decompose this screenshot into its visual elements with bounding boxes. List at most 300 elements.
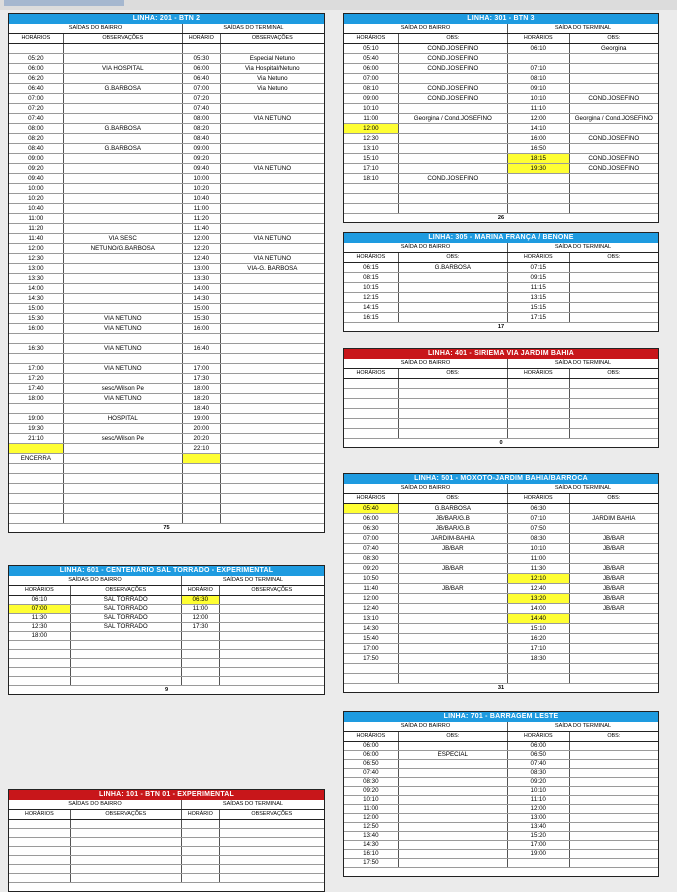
time-cell: 08:20 — [9, 134, 64, 143]
time-cell: 07:20 — [183, 94, 221, 103]
note-cell — [570, 283, 658, 292]
time-cell: 17:50 — [344, 859, 399, 867]
time-cell: 19:00 — [508, 850, 570, 858]
table-row — [9, 632, 324, 641]
table-row — [9, 474, 324, 484]
note-cell: VIA NETUNO — [64, 324, 183, 333]
logo-strip — [4, 0, 124, 6]
note-cell — [64, 44, 183, 53]
note-cell — [570, 303, 658, 312]
note-cell — [64, 264, 183, 273]
time-cell: 12:00 — [508, 114, 570, 123]
note-cell — [220, 641, 324, 649]
note-cell: JB/BAR/G.B — [399, 524, 508, 533]
table-row — [344, 644, 658, 654]
table-row — [9, 668, 324, 677]
time-cell — [344, 674, 399, 683]
note-cell — [570, 379, 658, 388]
table-row — [344, 114, 658, 124]
column-header: HORÁRIOS — [9, 34, 64, 43]
table-row — [344, 429, 658, 439]
time-cell — [9, 650, 71, 658]
time-cell: 07:40 — [508, 760, 570, 768]
time-cell — [182, 632, 220, 640]
note-cell: SAL TORRADO — [71, 596, 182, 604]
column-header: OBS: — [399, 253, 508, 262]
time-cell: 12:30 — [9, 623, 71, 631]
time-cell: 10:10 — [508, 94, 570, 103]
terminal-section-label: SAÍDA DO TERMINAL — [554, 244, 612, 250]
note-cell: COND.JOSEFINO — [588, 165, 640, 172]
column-header-row — [344, 732, 658, 742]
table-row — [9, 134, 324, 144]
note-cell: JB/BAR/G.B — [399, 514, 508, 523]
line-title: LINHA: 301 - BTN 3 — [344, 14, 658, 24]
note-cell: COND.JOSEFINO — [399, 174, 508, 183]
note-cell — [64, 224, 183, 233]
time-cell: 06:00 — [344, 514, 399, 523]
note-cell — [64, 174, 183, 183]
time-cell: 16:10 — [344, 850, 399, 858]
table-row — [344, 574, 658, 584]
table-row — [344, 832, 658, 841]
note-cell — [71, 829, 182, 837]
time-cell — [9, 354, 64, 363]
time-cell: 11:00 — [344, 805, 399, 813]
table-row — [344, 594, 658, 604]
time-cell: 08:00 — [183, 114, 221, 123]
time-cell: 09:20 — [344, 564, 399, 573]
column-header: HORÁRIOS — [344, 494, 399, 503]
note-cell — [64, 374, 183, 383]
time-cell — [183, 494, 221, 503]
table-row — [9, 494, 324, 504]
column-header-row — [344, 494, 658, 504]
table-row — [344, 805, 658, 814]
column-header: HORÁRIOS — [508, 253, 570, 262]
time-cell: 07:00 — [9, 94, 64, 103]
note-cell: SAL TORRADO — [71, 614, 182, 622]
note-cell — [221, 244, 324, 253]
time-cell: 09:00 — [344, 94, 399, 103]
time-cell — [182, 668, 220, 676]
table-row — [9, 164, 324, 174]
note-cell — [570, 805, 658, 813]
time-cell: 11:10 — [508, 104, 570, 113]
time-cell: 05:20 — [9, 54, 64, 63]
note-cell — [220, 650, 324, 658]
note-cell: sesc/Wilson Pe — [64, 384, 183, 393]
note-cell — [71, 820, 182, 828]
note-cell: VIA NETUNO — [253, 235, 292, 242]
note-cell — [221, 324, 324, 333]
time-cell: 09:10 — [508, 84, 570, 93]
time-cell: 12:00 — [508, 805, 570, 813]
note-cell: ESPECIAL — [399, 751, 508, 759]
time-cell: 13:00 — [508, 814, 570, 822]
table-row — [9, 354, 324, 364]
note-cell — [64, 54, 183, 63]
time-cell — [182, 856, 220, 864]
note-cell — [64, 104, 183, 113]
table-row — [9, 404, 324, 414]
time-cell: 07:00 — [344, 534, 399, 543]
terminal-section-label: SAÍDA DO TERMINAL — [554, 25, 612, 31]
time-cell: 10:00 — [9, 184, 64, 193]
time-cell — [182, 677, 220, 685]
time-cell — [182, 820, 220, 828]
note-cell — [570, 624, 658, 633]
time-cell: 13:40 — [344, 832, 399, 840]
time-cell — [9, 838, 71, 846]
note-cell — [220, 623, 324, 631]
table-row — [344, 174, 658, 184]
note-cell: COND.JOSEFINO — [399, 44, 508, 53]
time-cell: 08:30 — [508, 769, 570, 777]
note-cell — [220, 829, 324, 837]
time-cell: 13:00 — [9, 264, 64, 273]
time-cell: 16:00 — [9, 324, 64, 333]
note-cell — [399, 769, 508, 777]
note-cell — [221, 154, 324, 163]
table-row — [9, 254, 324, 264]
time-cell: 14:30 — [183, 294, 221, 303]
schedule-panel-601 — [8, 565, 325, 695]
note-cell — [570, 204, 658, 213]
section-header-row — [344, 722, 658, 732]
note-cell — [570, 84, 658, 93]
column-header: OBS: — [607, 35, 621, 41]
note-cell: COND.JOSEFINO — [588, 155, 640, 162]
table-row — [9, 605, 324, 614]
note-cell: HOSPITAL — [64, 414, 183, 423]
note-cell — [570, 263, 658, 272]
note-cell — [570, 787, 658, 795]
time-cell: 20:20 — [183, 434, 221, 443]
time-cell: 07:00 — [183, 84, 221, 93]
time-cell: 07:40 — [183, 104, 221, 113]
note-cell — [64, 484, 183, 493]
section-header-row — [9, 576, 324, 586]
table-row — [344, 534, 658, 544]
time-cell: 11:15 — [508, 283, 570, 292]
note-cell — [221, 464, 324, 473]
time-cell — [508, 664, 570, 673]
time-cell: 05:40 — [344, 504, 399, 513]
trip-total: 26 — [497, 215, 505, 221]
note-cell — [220, 874, 324, 882]
note-cell — [220, 614, 324, 622]
table-row — [344, 564, 658, 574]
table-row — [9, 54, 324, 64]
table-row — [9, 865, 324, 874]
table-row — [344, 514, 658, 524]
note-cell: JB/BAR — [602, 535, 625, 542]
note-cell — [570, 742, 658, 750]
note-cell — [221, 434, 324, 443]
note-cell — [399, 184, 508, 193]
column-header: HORÁRIOS — [508, 494, 570, 503]
section-header-row — [9, 24, 324, 34]
note-cell — [570, 634, 658, 643]
note-cell: JB/BAR — [399, 564, 508, 573]
note-cell: G.BARBOSA — [64, 144, 183, 153]
table-row — [9, 294, 324, 304]
table-row — [344, 184, 658, 194]
time-cell: 12:00 — [183, 234, 221, 243]
time-cell: 10:10 — [508, 544, 570, 553]
note-cell — [220, 847, 324, 855]
note-cell — [570, 760, 658, 768]
section-header-row — [344, 359, 658, 369]
table-row — [9, 124, 324, 134]
time-cell: 10:40 — [9, 204, 64, 213]
time-cell: 05:30 — [183, 54, 221, 63]
note-cell — [64, 444, 183, 453]
note-cell — [64, 404, 183, 413]
note-cell — [570, 504, 658, 513]
time-cell: 12:40 — [183, 254, 221, 263]
note-cell: COND.JOSEFINO — [399, 94, 508, 103]
note-cell — [221, 94, 324, 103]
time-cell: 21:10 — [9, 434, 64, 443]
section-header-row — [344, 484, 658, 494]
schedule-panel-701 — [343, 711, 659, 877]
note-cell — [221, 504, 324, 513]
note-cell — [399, 594, 508, 603]
time-cell: 18:10 — [344, 174, 399, 183]
note-cell — [570, 54, 658, 63]
note-cell — [570, 293, 658, 302]
time-cell: 06:15 — [344, 263, 399, 272]
time-cell — [9, 820, 71, 828]
time-cell: 13:00 — [183, 264, 221, 273]
table-row — [9, 384, 324, 394]
note-cell — [220, 856, 324, 864]
column-header: HORÁRIOS — [344, 34, 399, 43]
schedule-panel-201 — [8, 13, 325, 533]
time-cell — [183, 354, 221, 363]
note-cell — [220, 659, 324, 667]
note-cell — [221, 174, 324, 183]
note-cell — [570, 184, 658, 193]
note-cell — [399, 134, 508, 143]
terminal-section-label: SAÍDA DO TERMINAL — [554, 723, 612, 729]
line-title: LINHA: 501 - MOXOTÓ-JARDIM BAHIA/BARROCA — [344, 474, 658, 484]
note-cell — [399, 624, 508, 633]
note-cell — [71, 856, 182, 864]
note-cell: JB/BAR — [602, 595, 625, 602]
table-row — [344, 524, 658, 534]
note-cell — [71, 650, 182, 658]
note-cell — [220, 820, 324, 828]
note-cell — [64, 334, 183, 343]
column-header: HORÁRIO — [182, 586, 220, 595]
note-cell: COND.JOSEFINO — [399, 54, 508, 63]
note-cell — [221, 304, 324, 313]
time-cell: 06:00 — [344, 751, 399, 759]
table-row — [344, 624, 658, 634]
time-cell — [9, 444, 64, 453]
note-cell — [220, 596, 324, 604]
note-cell — [570, 419, 658, 428]
time-cell — [344, 389, 399, 398]
table-row — [9, 74, 324, 84]
time-cell — [182, 874, 220, 882]
note-cell — [399, 796, 508, 804]
note-cell — [71, 659, 182, 667]
note-cell — [221, 374, 324, 383]
note-cell — [399, 164, 508, 173]
note-cell — [221, 404, 324, 413]
table-row — [9, 174, 324, 184]
section-header-row — [344, 24, 658, 34]
time-cell — [182, 829, 220, 837]
time-cell — [508, 204, 570, 213]
note-cell — [71, 641, 182, 649]
note-cell: VIA NETUNO — [64, 344, 183, 353]
time-cell — [344, 184, 399, 193]
time-cell — [508, 859, 570, 867]
table-row — [9, 224, 324, 234]
time-cell: 15:30 — [9, 314, 64, 323]
time-cell: 10:20 — [183, 184, 221, 193]
column-header: HORÁRIOS — [9, 810, 71, 819]
note-cell — [221, 104, 324, 113]
note-cell: G.BARBOSA — [64, 84, 183, 93]
time-cell: 06:40 — [183, 74, 221, 83]
time-cell: 11:00 — [9, 214, 64, 223]
note-cell — [64, 304, 183, 313]
time-cell — [182, 641, 220, 649]
note-cell — [64, 164, 183, 173]
column-header: OBSERVAÇÕES — [71, 810, 182, 819]
time-cell — [508, 184, 570, 193]
table-row — [9, 264, 324, 274]
line-title: LINHA: 305 - MARINA FRANÇA / BENONE — [344, 233, 658, 243]
time-cell — [9, 668, 71, 676]
time-cell — [508, 379, 570, 388]
time-cell: 15:20 — [508, 832, 570, 840]
terminal-section-label: SAÍDAS DO TERMINAL — [222, 801, 284, 807]
note-cell — [570, 429, 658, 438]
note-cell — [570, 313, 658, 322]
time-cell: 12:15 — [344, 293, 399, 302]
time-cell: 11:10 — [508, 796, 570, 804]
time-cell — [9, 494, 64, 503]
note-cell: Especial Netuno — [249, 55, 295, 62]
time-cell: 12:20 — [183, 244, 221, 253]
table-row — [344, 104, 658, 114]
note-cell — [570, 409, 658, 418]
table-row — [344, 144, 658, 154]
time-cell — [508, 399, 570, 408]
table-row — [9, 596, 324, 605]
note-cell: JB/BAR — [399, 544, 508, 553]
time-cell: 06:20 — [9, 74, 64, 83]
time-cell — [344, 664, 399, 673]
time-cell: 13:15 — [508, 293, 570, 302]
time-cell: 12:00 — [344, 124, 399, 133]
line-title: LINHA: 101 - BTN 01 - EXPERIMENTAL — [9, 790, 324, 800]
table-row — [344, 154, 658, 164]
table-row — [344, 54, 658, 64]
column-header: OBS: — [607, 495, 621, 501]
bairro-section-label: SAÍDAS DO BAIRRO — [9, 800, 182, 809]
time-cell: 19:00 — [9, 414, 64, 423]
column-header: HORÁRIO — [183, 34, 221, 43]
time-cell — [9, 514, 64, 523]
line-title: LINHA: 701 - BARRAGEM LESTE — [344, 712, 658, 722]
bairro-section-label: SAÍDA DO BAIRRO — [344, 243, 508, 252]
note-cell — [570, 194, 658, 203]
time-cell: 14:00 — [9, 284, 64, 293]
time-cell — [9, 484, 64, 493]
table-row — [344, 84, 658, 94]
time-cell: 19:30 — [508, 164, 570, 173]
time-cell: 14:30 — [344, 841, 399, 849]
time-cell: 11:00 — [182, 605, 220, 613]
schedule-panel-301 — [343, 13, 659, 223]
section-header-row — [9, 800, 324, 810]
column-header-row — [344, 34, 658, 44]
time-cell: 08:30 — [344, 554, 399, 563]
time-cell: 11:00 — [508, 554, 570, 563]
column-header-row — [344, 369, 658, 379]
time-cell: 07:00 — [9, 605, 71, 613]
time-cell: 07:10 — [508, 514, 570, 523]
table-row — [9, 154, 324, 164]
note-cell — [570, 554, 658, 563]
time-cell: 19:30 — [9, 424, 64, 433]
time-cell — [9, 404, 64, 413]
note-cell — [399, 419, 508, 428]
table-row — [344, 554, 658, 564]
note-cell: VIA NETUNO — [64, 364, 183, 373]
time-cell: 11:00 — [183, 204, 221, 213]
note-cell — [570, 654, 658, 663]
time-cell: 08:10 — [508, 74, 570, 83]
note-cell — [71, 677, 182, 685]
time-cell: 15:15 — [508, 303, 570, 312]
note-cell — [221, 454, 324, 463]
time-cell — [183, 514, 221, 523]
time-cell: 15:30 — [183, 314, 221, 323]
time-cell: 15:00 — [9, 304, 64, 313]
note-cell — [64, 504, 183, 513]
note-cell — [399, 273, 508, 282]
note-cell — [570, 64, 658, 73]
time-cell — [182, 865, 220, 873]
note-cell — [570, 850, 658, 858]
time-cell — [344, 409, 399, 418]
table-row — [9, 244, 324, 254]
bairro-section-label: SAÍDA DO BAIRRO — [344, 24, 508, 33]
column-header: OBSERVAÇÕES — [64, 34, 183, 43]
note-cell: Georgina / Cond.JOSEFINO — [574, 115, 653, 122]
table-row — [344, 399, 658, 409]
bairro-section-label: SAÍDA DO BAIRRO — [344, 359, 508, 368]
table-row — [344, 859, 658, 868]
table-row — [9, 64, 324, 74]
note-cell: COND.JOSEFINO — [588, 135, 640, 142]
note-cell — [64, 204, 183, 213]
note-cell: SAL TORRADO — [71, 605, 182, 613]
time-cell — [9, 464, 64, 473]
table-row — [9, 614, 324, 623]
note-cell: JB/BAR — [602, 605, 625, 612]
note-cell: JB/BAR — [602, 575, 625, 582]
